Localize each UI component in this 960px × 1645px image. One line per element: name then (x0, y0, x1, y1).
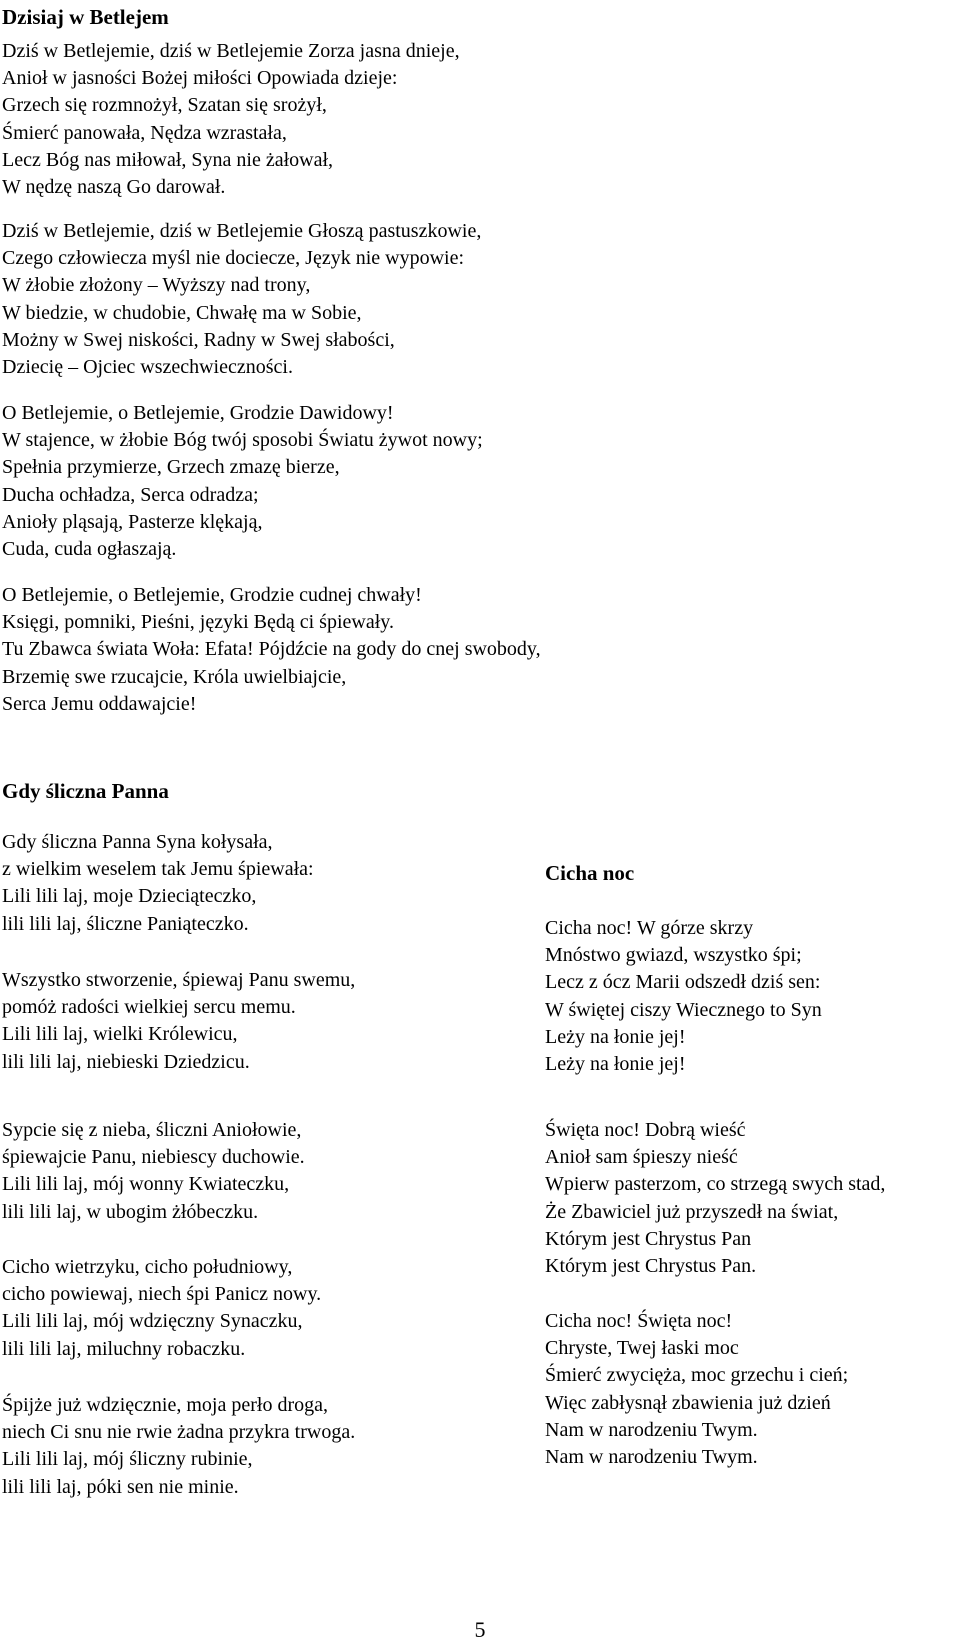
verse-line: Wpierw pasterzom, co strzegą swych stad, (545, 1173, 886, 1196)
stanza (2, 38, 460, 201)
page-number: 5 (474, 1617, 486, 1642)
verse-line: W świętej ciszy Wiecznego to Syn (545, 998, 822, 1021)
verse-line: Śmierć zwycięża, moc grzechu i cień; (545, 1364, 849, 1387)
verse-line: Dziś w Betlejemie, dziś w Betlejemie Zorza jasna dnieje, (2, 40, 460, 62)
verse-line: lili lili laj, miluchny robaczku. (2, 1337, 246, 1360)
verse-line: Cuda, cuda ogłaszają. (2, 538, 177, 561)
verse-line: Śmierć panowała, Nędza wzrastała, (2, 121, 287, 144)
stanza (2, 582, 541, 718)
verse-line: Śpijże już wdzięcznie, moja perło droga, (2, 1394, 328, 1416)
verse-line: Ducha ochładza, Serca odradza; (2, 483, 259, 506)
verse-line: Leży na łonie jej! (545, 1025, 686, 1048)
verse-line: z wielkim weselem tak Jemu śpiewała: (2, 858, 314, 881)
verse-line: Cicho wietrzyku, cicho południowy, (2, 1256, 293, 1278)
verse-line: Tu Zbawca świata Woła: Efata! Pójdźcie na gody do cnej swobody, (2, 638, 541, 661)
verse-line: Brzemię swe rzucajcie, Króla uwielbiajcie, (2, 665, 347, 688)
stanza (2, 967, 355, 1076)
verse-line: Spełnia przymierze, Grzech zmazę bierze, (2, 456, 340, 479)
verse-line: W stajence, w żłobie Bóg twój sposobi Światu żywot nowy; (2, 429, 483, 452)
verse-line: Gdy śliczna Panna Syna kołysała, (2, 831, 273, 853)
song-title-dzisiaj-w-betlejem: Dzisiaj w Betlejem (2, 5, 169, 29)
stanza (2, 1392, 355, 1501)
verse-line: lili lili laj, niebieski Dziedzicu. (2, 1050, 250, 1073)
song-title-gdy-sliczna-panna: Gdy śliczna Panna (2, 779, 169, 803)
stanza (2, 1254, 321, 1363)
verse-line: Sypcie się z nieba, śliczni Aniołowie, (2, 1119, 302, 1141)
stanza (545, 915, 822, 1078)
verse-line: Czego człowiecza myśl nie dociecze, Język nie wypowie: (2, 247, 465, 270)
verse-line: Nam w narodzeniu Twym. (545, 1446, 758, 1469)
verse-line: Chryste, Twej łaski moc (545, 1337, 739, 1360)
verse-line: Możny w Swej niskości, Radny w Swej słabości, (2, 328, 395, 351)
verse-line: Dziecię – Ojciec wszechwieczności. (2, 356, 293, 379)
verse-line: Więc zabłysnął zbawienia już dzień (545, 1391, 831, 1414)
verse-line: cicho powiewaj, niech śpi Panicz nowy. (2, 1283, 322, 1306)
verse-line: lili lili laj, śliczne Paniąteczko. (2, 912, 249, 935)
song-title-cicha-noc: Cicha noc (545, 861, 635, 885)
verse-line: śpiewajcie Panu, niebiescy duchowie. (2, 1146, 305, 1169)
verse-line: Lili lili laj, mój wdzięczny Synaczku, (2, 1310, 303, 1333)
verse-line: Lili lili laj, mój śliczny rubinie, (2, 1448, 253, 1471)
verse-line: Lili lili laj, mój wonny Kwiateczku, (2, 1173, 290, 1196)
verse-line: Którym jest Chrystus Pan (545, 1227, 752, 1250)
stanza (2, 1117, 305, 1226)
verse-line: Lecz Bóg nas miłował, Syna nie żałował, (2, 148, 334, 171)
verse-line: W biedzie, w chudobie, Chwałę ma w Sobie, (2, 301, 362, 324)
verse-line: lili lili laj, w ubogim żłóbeczku. (2, 1200, 259, 1223)
stanza (2, 400, 483, 563)
verse-line: Mnóstwo gwiazd, wszystko śpi; (545, 944, 802, 967)
verse-line: Anioły pląsają, Pasterze klękają, (2, 510, 263, 533)
stanza (545, 1117, 885, 1280)
stanza (545, 1308, 848, 1471)
verse-line: Anioł sam śpieszy nieść (545, 1146, 738, 1169)
verse-line: O Betlejemie, o Betlejemie, Grodzie cudnej chwały! (2, 584, 422, 606)
verse-line: Lili lili laj, moje Dzieciąteczko, (2, 885, 257, 908)
verse-line: pomóż radości wielkiej sercu memu. (2, 996, 296, 1019)
verse-line: Grzech się rozmnożył, Szatan się srożył, (2, 94, 327, 117)
verse-line: Lecz z ócz Marii odszedł dziś sen: (545, 971, 821, 994)
verse-line: Dziś w Betlejemie, dziś w Betlejemie Głoszą pastuszkowie, (2, 220, 482, 242)
verse-line: Którym jest Chrystus Pan. (545, 1255, 757, 1278)
verse-line: Wszystko stworzenie, śpiewaj Panu swemu, (2, 969, 356, 991)
verse-line: lili lili laj, póki sen nie minie. (2, 1475, 239, 1498)
verse-line: Serca Jemu oddawajcie! (2, 692, 197, 715)
verse-line: Anioł w jasności Bożej miłości Opowiada dzieje: (2, 67, 398, 90)
verse-line: W nędzę naszą Go darował. (2, 176, 226, 199)
stanza (2, 218, 481, 381)
verse-line: Święta noc! Dobrą wieść (545, 1119, 746, 1141)
verse-line: Cicha noc! W górze skrzy (545, 917, 754, 939)
verse-line: Księgi, pomniki, Pieśni, języki Będą ci śpiewały. (2, 611, 394, 634)
verse-line: O Betlejemie, o Betlejemie, Grodzie Dawidowy! (2, 402, 394, 424)
verse-line: Nam w narodzeniu Twym. (545, 1418, 758, 1441)
verse-line: Lili lili laj, wielki Królewicu, (2, 1023, 238, 1046)
verse-line: Leży na łonie jej! (545, 1053, 686, 1076)
verse-line: Cicha noc! Święta noc! (545, 1310, 733, 1332)
verse-line: Że Zbawiciel już przyszedł na świat, (545, 1200, 839, 1223)
stanza (2, 829, 314, 938)
verse-line: niech Ci snu nie rwie żadna przykra trwoga. (2, 1421, 356, 1444)
verse-line: W żłobie złożony – Wyższy nad trony, (2, 274, 311, 297)
